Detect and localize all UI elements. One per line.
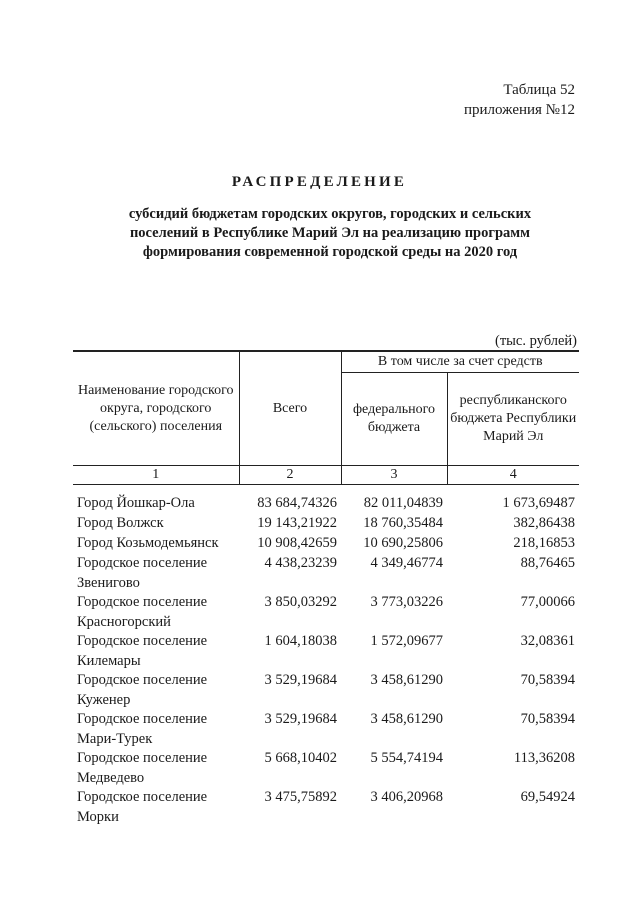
- row-federal: 3 458,61290: [370, 672, 443, 688]
- column-number-4: 4: [447, 466, 579, 485]
- header-total-column: Всего: [239, 351, 341, 466]
- row-total: 1 604,18038: [264, 633, 337, 649]
- document-subheading: субсидий бюджетам городских округов, городских и сельских поселений в Республике Марий Эл на реализацию программ формирования современной городской среды на 2020 год: [128, 206, 532, 260]
- row-republic: 1 673,69487: [502, 495, 575, 511]
- table-reference: [464, 80, 575, 120]
- row-name: Город Волжск: [77, 515, 164, 531]
- row-name: Город Йошкар-Ола: [77, 495, 195, 511]
- row-name: Городское поселение Красногорский: [77, 594, 208, 630]
- row-republic: 382,86438: [513, 515, 575, 531]
- row-republic: 218,16853: [513, 535, 575, 551]
- row-total: 19 143,21922: [257, 515, 337, 531]
- row-total: 5 668,10402: [264, 750, 337, 766]
- table-number: Таблица 52: [503, 82, 575, 98]
- row-name: Городское поселение Морки: [77, 789, 208, 825]
- row-total: 4 438,23239: [264, 555, 337, 571]
- row-republic: 32,08361: [520, 633, 575, 649]
- header-name-column: Наименование городского округа, городского (сельского) поселения: [73, 351, 239, 466]
- row-name: Городское поселение Мари-Турек: [77, 711, 208, 747]
- table-row: [73, 554, 579, 593]
- row-total: 3 475,75892: [264, 789, 337, 805]
- column-number-1: 1: [73, 466, 239, 485]
- data-table: [73, 494, 579, 827]
- table-row: [73, 671, 579, 710]
- row-name: Город Козьмодемьянск: [77, 535, 219, 551]
- row-federal: 3 406,20968: [370, 789, 443, 805]
- header-including-group: В том числе за счет средств: [341, 351, 579, 373]
- column-number-3: 3: [341, 466, 447, 485]
- row-federal: 82 011,04839: [363, 495, 443, 511]
- row-total: 3 850,03292: [264, 594, 337, 610]
- table-row: [73, 632, 579, 671]
- table-row: [73, 593, 579, 632]
- row-republic: 88,76465: [520, 555, 575, 571]
- row-name: Городское поселение Килемары: [77, 633, 208, 669]
- table-row: [73, 710, 579, 749]
- table-row: [73, 788, 579, 827]
- document-heading: РАСПРЕДЕЛЕНИЕ: [231, 174, 408, 190]
- table-row: [73, 514, 579, 534]
- table-row: [73, 749, 579, 788]
- row-federal: 3 773,03226: [370, 594, 443, 610]
- row-total: 83 684,74326: [257, 495, 337, 511]
- row-federal: 5 554,74194: [370, 750, 443, 766]
- row-name: Городское поселение Куженер: [77, 672, 208, 708]
- row-republic: 77,00066: [520, 594, 575, 610]
- appendix-number: приложения №12: [463, 102, 575, 118]
- row-republic: 70,58394: [520, 711, 575, 727]
- row-federal: 3 458,61290: [370, 711, 443, 727]
- row-republic: 70,58394: [520, 672, 575, 688]
- table-header: [73, 350, 579, 485]
- row-federal: 1 572,09677: [370, 633, 443, 649]
- row-federal: 4 349,46774: [370, 555, 443, 571]
- row-name: Городское поселение Медведево: [77, 750, 208, 786]
- table-row: [73, 534, 579, 554]
- row-republic: 113,36208: [513, 750, 575, 766]
- header-republic-column: республиканского бюджета Республики Марий Эл: [447, 373, 579, 466]
- row-total: 3 529,19684: [264, 672, 337, 688]
- column-number-2: 2: [239, 466, 341, 485]
- table-row: [73, 494, 579, 514]
- row-republic: 69,54924: [520, 789, 575, 805]
- header-federal-column: федерального бюджета: [341, 373, 447, 466]
- row-federal: 18 760,35484: [363, 515, 443, 531]
- units-label: (тыс. рублей): [495, 333, 577, 349]
- row-federal: 10 690,25806: [363, 535, 443, 551]
- row-total: 3 529,19684: [264, 711, 337, 727]
- row-total: 10 908,42659: [257, 535, 337, 551]
- row-name: Городское поселение Звенигово: [77, 555, 208, 591]
